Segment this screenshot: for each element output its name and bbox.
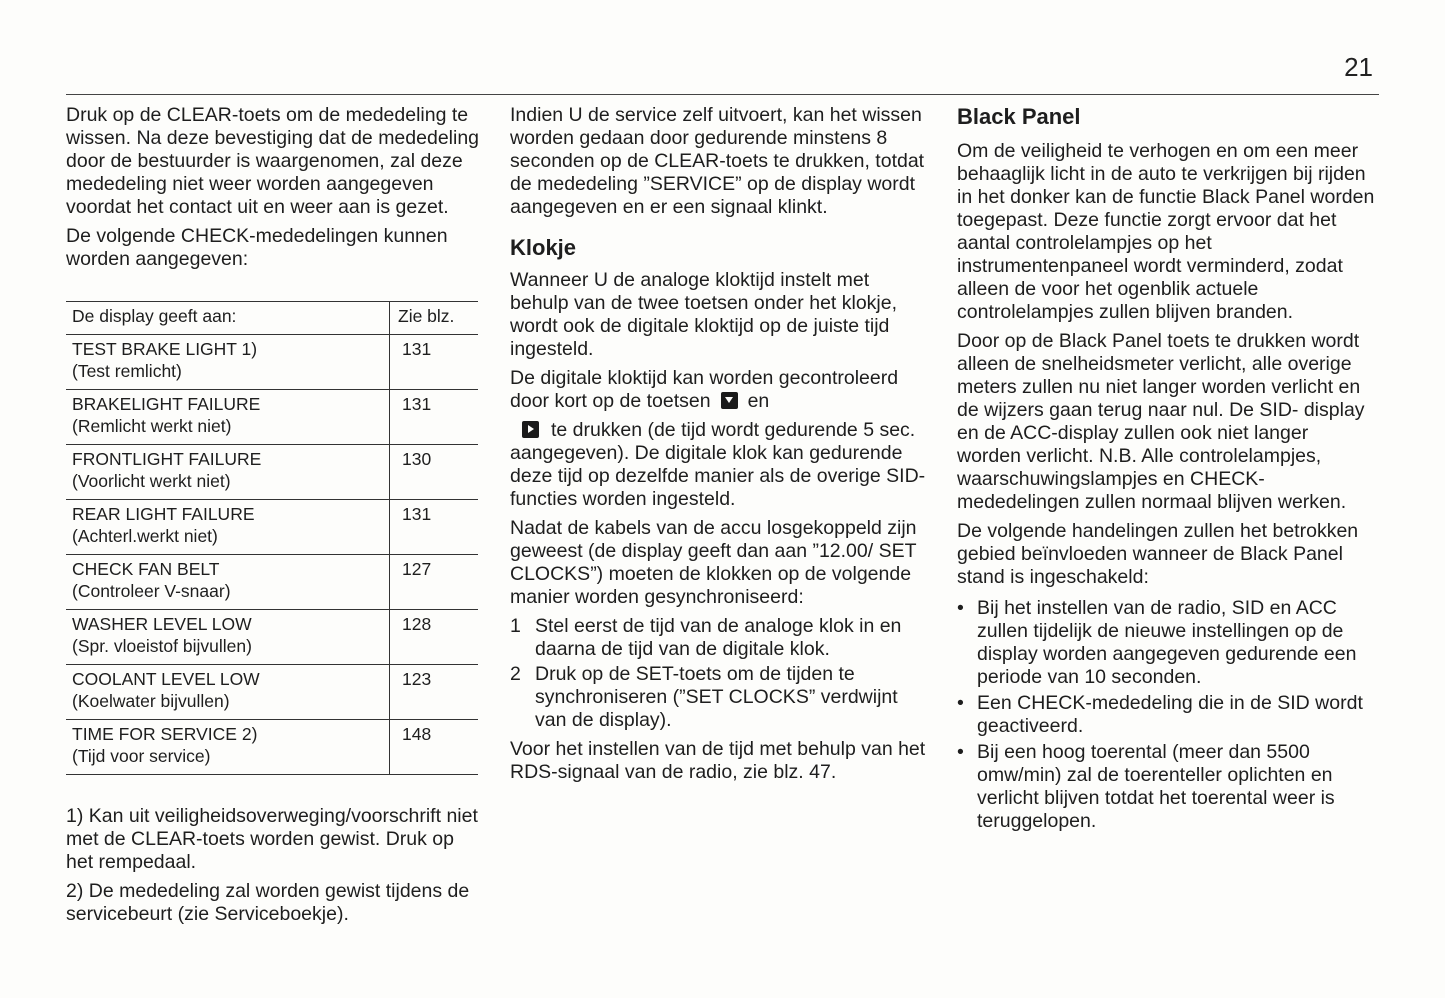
message-description: (Koelwater bijvullen) [72, 691, 230, 711]
clear-instruction-paragraph: Druk op de CLEAR-toets om de mededeling te wissen. Na deze bevestiging dat de mededeling door de bestuurder is waargenomen, zal deze mededeling niet weer worden aangegeven voordat het contact uit en weer aan is gezet. [66, 104, 480, 218]
page-ref: 130 [390, 445, 479, 500]
message-code: CHECK FAN BELT [72, 559, 220, 579]
column-right [957, 104, 1377, 836]
black-panel-usage: Door op de Black Panel toets te drukken wordt alleen de snelheidsmeter verlicht, alle overige meters zullen nu niet langer worden verlicht en de wijzers gaan terug naar nul. De SID- display en de ACC-display zullen ook niet langer worden verlicht. N.B. Alle controlelampjes, waarschuwingslampjes en CHECK- mededelingen zullen normaal blijven werken. [957, 330, 1365, 513]
digital-clock-text-b: en [747, 390, 770, 412]
page-number: 21 [1344, 52, 1373, 82]
message-description: (Test remlicht) [72, 361, 182, 381]
table-row [66, 445, 478, 500]
table-row [66, 390, 478, 445]
message-code: TIME FOR SERVICE 2) [72, 724, 258, 744]
clock-down-key-icon [721, 392, 738, 409]
page-ref: 123 [390, 665, 479, 720]
message-cell [66, 445, 390, 500]
bullet-text: Bij het instellen van de radio, SID en ACC zullen tijdelijk de nieuwe instellingen op de display worden aangegeven gedurende een periode van 10 seconden. [977, 597, 1357, 688]
message-cell [66, 720, 390, 775]
black-panel-intro: Om de veiligheid te verhogen en om een meer behaaglijk licht in de auto te verkrijgen bij rijden in het donker kan de functie Black Panel worden toegepast. Deze functie zorgt ervoor dat het aantal controlelampjes op het instrumentenpaneel wordt verminderd, zodat alleen de voor het ogenblik actuele controlelampjes zullen blijven branden. [957, 140, 1375, 323]
message-description: (Tijd voor service) [72, 746, 211, 766]
message-code: REAR LIGHT FAILURE [72, 504, 255, 524]
header-display-message: De display geeft aan: [66, 302, 390, 335]
footnote-2: 2) De mededeling zal worden gewist tijdens de servicebeurt (zie Serviceboekje). [66, 880, 470, 925]
message-cell [66, 335, 390, 390]
sync-steps-list [510, 615, 930, 732]
message-cell [66, 665, 390, 720]
section-heading-klokje: Klokje [510, 235, 577, 260]
bullet-icon: • [957, 741, 964, 763]
check-messages-intro: De volgende CHECK-mededelingen kunnen worden aangegeven: [66, 225, 448, 270]
message-code: FRONTLIGHT FAILURE [72, 449, 262, 469]
rds-paragraph: Voor het instellen van de tijd met behulp van het RDS-signaal van de radio, zie blz. 47. [510, 738, 926, 783]
message-description: (Achterl.werkt niet) [72, 526, 218, 546]
page-ref: 131 [390, 335, 479, 390]
top-rule [66, 94, 1379, 95]
step-number: 2 [510, 663, 521, 685]
step-number: 1 [510, 615, 521, 637]
message-code: TEST BRAKE LIGHT 1) [72, 339, 258, 359]
column-middle [510, 104, 930, 790]
list-item [957, 692, 1377, 738]
list-item [510, 663, 930, 732]
step-text: Druk op de SET-toets om de tijden te synchroniseren (”SET CLOCKS” verdwijnt van de display). [535, 663, 898, 731]
table-row [66, 500, 478, 555]
message-description: (Voorlicht werkt niet) [72, 471, 231, 491]
bullet-icon: • [957, 597, 964, 619]
bullet-text: Een CHECK-mededeling die in de SID wordt geactiveerd. [977, 692, 1363, 737]
page-ref: 128 [390, 610, 479, 665]
table-row [66, 720, 478, 775]
step-text: Stel eerst de tijd van de analoge klok in en daarna de tijd van de digitale klok. [535, 615, 902, 660]
black-panel-actions-intro: De volgende handelingen zullen het betrokken gebied beïnvloeden wanneer de Black Panel stand is ingeschakeld: [957, 520, 1359, 588]
list-item [957, 597, 1377, 689]
section-heading-black-panel: Black Panel [957, 104, 1081, 129]
table-row [66, 335, 478, 390]
table-row [66, 610, 478, 665]
black-panel-bullets [957, 597, 1377, 833]
table-header-row [66, 302, 478, 335]
message-cell [66, 610, 390, 665]
bullet-text: Bij een hoog toerental (meer dan 5500 omw/min) zal de toerenteller oplichten en verlicht blijven totdat het toerental weer is teruggelopen. [977, 741, 1335, 832]
message-description: (Spr. vloeistof bijvullen) [72, 636, 252, 656]
digital-clock-text-a: De digitale kloktijd kan worden gecontroleerd door kort op de toetsen [510, 367, 899, 412]
battery-sync-paragraph: Nadat de kabels van de accu losgekoppeld zijn geweest (de display geeft dan aan ”12.00/ SET CLOCKS”) moeten de klokken op de volgende manier worden gesynchroniseerd: [510, 517, 917, 608]
list-item [510, 615, 930, 661]
digital-clock-paragraph [510, 367, 930, 511]
message-cell [66, 390, 390, 445]
list-item [957, 741, 1377, 833]
message-description: (Controleer V-snaar) [72, 581, 231, 601]
bullet-icon: • [957, 692, 964, 714]
column-left [66, 104, 481, 932]
page-ref: 131 [390, 500, 479, 555]
message-cell [66, 500, 390, 555]
message-cell [66, 555, 390, 610]
page-ref: 127 [390, 555, 479, 610]
message-code: WASHER LEVEL LOW [72, 614, 252, 634]
service-reset-paragraph: Indien U de service zelf uitvoert, kan het wissen worden gedaan door gedurende minstens 8 seconden op de CLEAR-toets te drukken, totdat de mededeling ”SERVICE” op de display wordt aangegeven en er een signaal klinkt. [510, 104, 925, 218]
footnote-1: 1) Kan uit veiligheidsoverweging/voorschrift niet met de CLEAR-toets worden gewist. Druk op het rempedaal. [66, 805, 478, 873]
message-code: BRAKELIGHT FAILURE [72, 394, 261, 414]
page-ref: 148 [390, 720, 479, 775]
table-row [66, 555, 478, 610]
analog-clock-paragraph: Wanneer U de analoge kloktijd instelt met behulp van de twee toetsen onder het klokje, wordt ook de digitale kloktijd op de juiste tijd ingesteld. [510, 269, 898, 360]
table-row [66, 665, 478, 720]
page-ref: 131 [390, 390, 479, 445]
header-page-ref: Zie blz. [390, 302, 479, 335]
clock-up-key-icon [522, 421, 539, 438]
digital-clock-text-c: te drukken (de tijd wordt gedurende 5 sec. aangegeven). De digitale klok kan gedurende deze tijd op dezelfde manier als de overige SID-functies worden ingesteld. [510, 419, 926, 510]
message-code: COOLANT LEVEL LOW [72, 669, 260, 689]
message-description: (Remlicht werkt niet) [72, 416, 232, 436]
check-messages-table [66, 301, 478, 775]
